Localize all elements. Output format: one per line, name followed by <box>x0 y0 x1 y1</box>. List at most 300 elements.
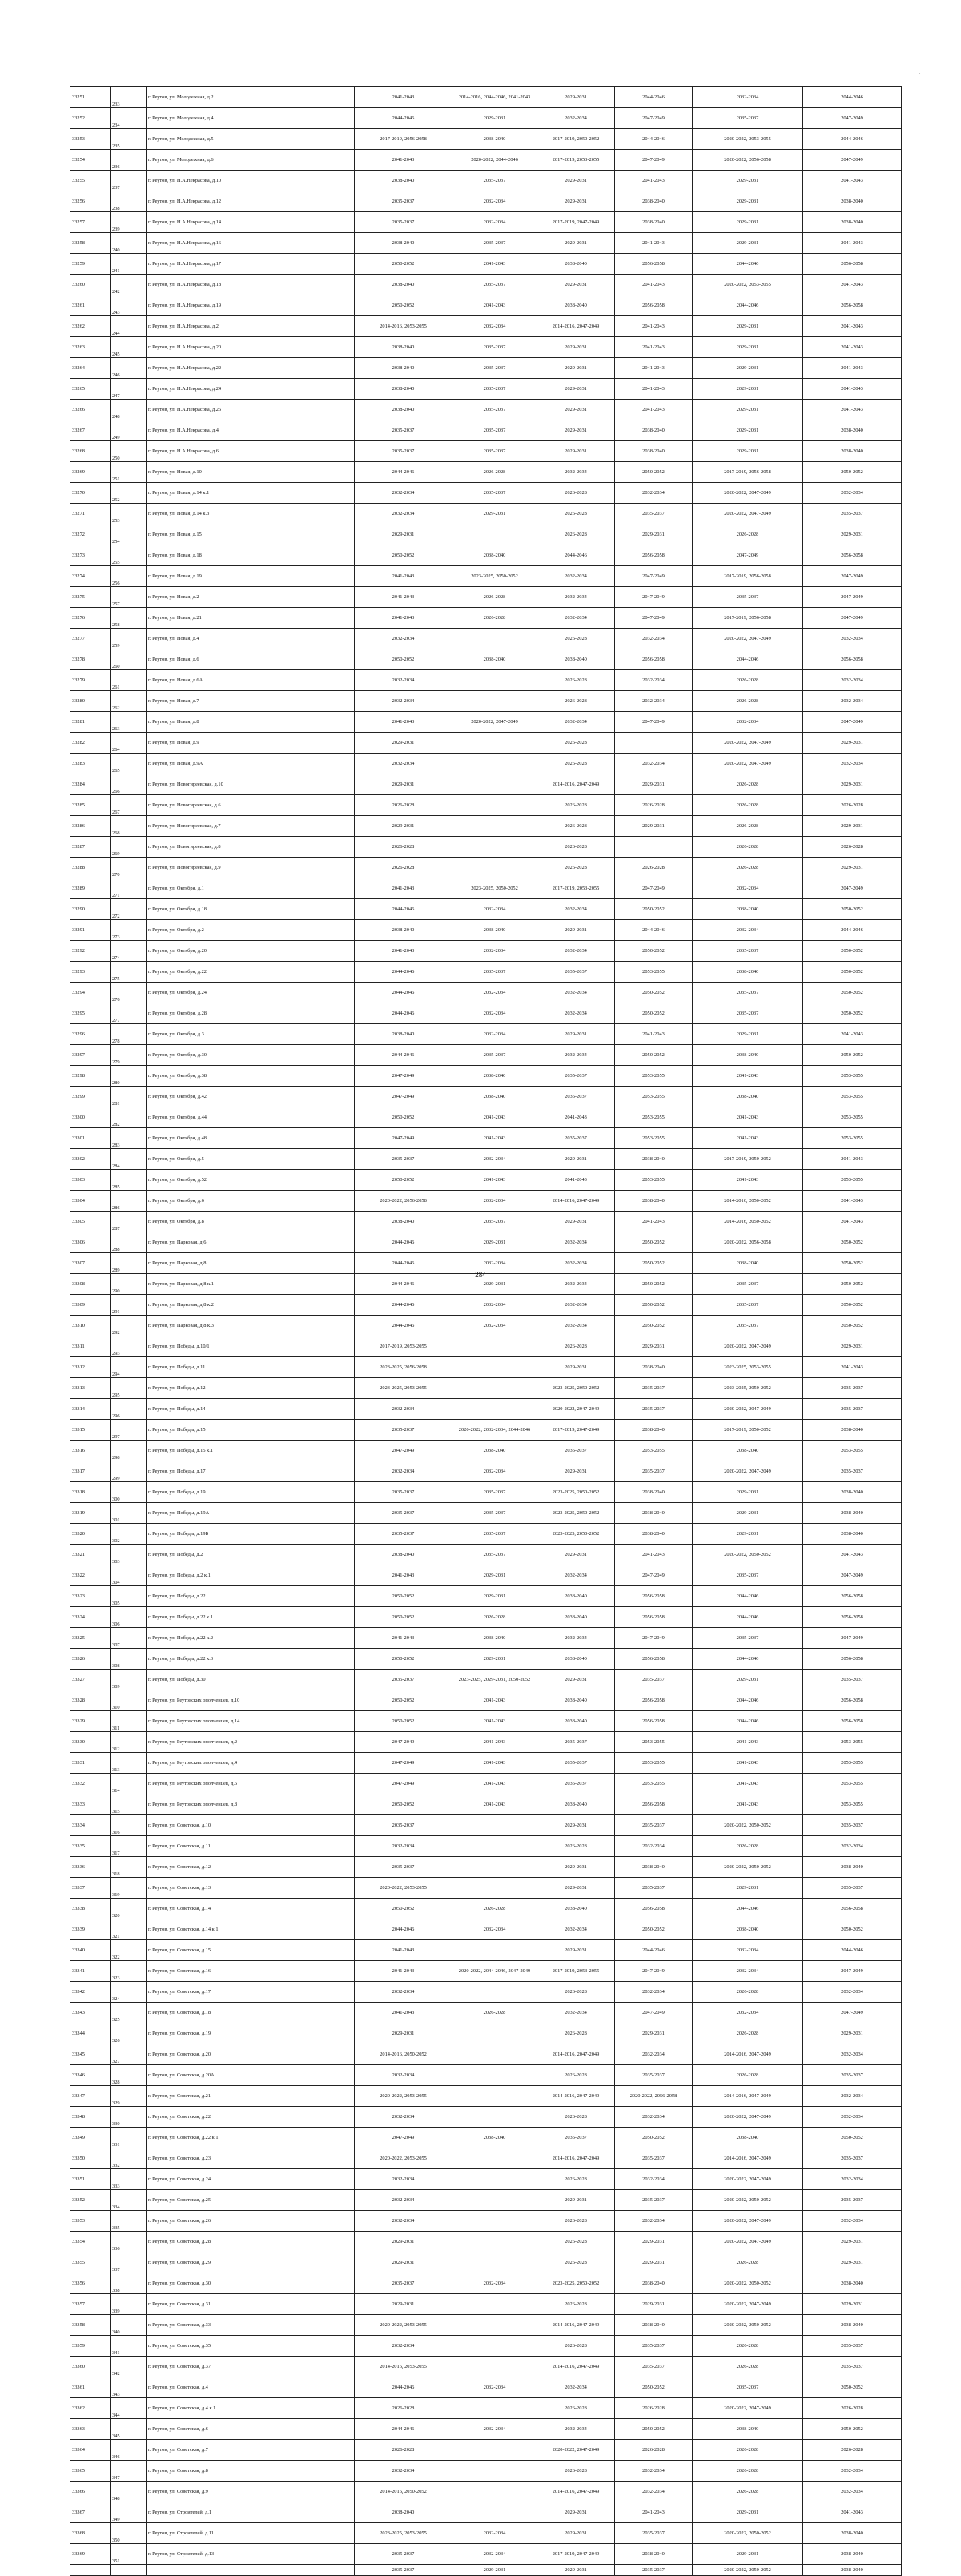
table-row <box>70 2523 902 2544</box>
table-cell: 2035-2037 <box>615 2565 693 2576</box>
table-cell: 2026-2028 <box>355 795 452 816</box>
table-cell: г. Реутов, ул. Победы, д.30 <box>147 1670 355 1690</box>
table-cell: 2041-2043 <box>355 587 452 608</box>
schedule-table <box>70 86 902 2576</box>
table-cell <box>452 858 537 878</box>
table-cell: г. Реутов, ул. Октября, д.28 <box>147 1003 355 1024</box>
table-cell: 33311 <box>70 1336 111 1357</box>
table-cell: 332 <box>111 2148 147 2169</box>
table-cell: 2035-2037 <box>452 441 537 462</box>
table-cell: 2020-2022, 2047-2049 <box>693 504 803 524</box>
table-cell: 2017-2019, 2053-2055 <box>537 878 615 899</box>
table-cell: 33346 <box>70 2065 111 2086</box>
table-cell: 2029-2031 <box>355 816 452 837</box>
table-cell: 2050-2052 <box>615 462 693 483</box>
table-cell: 2032-2034 <box>452 1003 537 1024</box>
table-cell: 2032-2034 <box>803 483 902 504</box>
table-cell: 2041-2043 <box>452 254 537 275</box>
table-cell: 2029-2031 <box>537 920 615 941</box>
table-cell <box>452 629 537 649</box>
table-row <box>70 1024 902 1045</box>
table-cell: 328 <box>111 2065 147 2086</box>
table-cell: 2038-2040 <box>803 2565 902 2576</box>
table-cell: 2056-2058 <box>803 1607 902 1628</box>
table-cell: 2041-2043 <box>355 878 452 899</box>
table-row <box>70 2190 902 2211</box>
table-cell: 246 <box>111 358 147 379</box>
table-cell: 2032-2034 <box>452 1253 537 1274</box>
table-cell: 2050-2052 <box>803 1919 902 1940</box>
table-cell: 237 <box>111 171 147 191</box>
table-cell: 2035-2037 <box>355 441 452 462</box>
table-row <box>70 2502 902 2523</box>
table-cell: 2038-2040 <box>615 1191 693 1212</box>
table-cell: 2035-2037 <box>615 1399 693 1420</box>
table-cell: 2044-2046 <box>693 295 803 316</box>
table-cell: г. Реутов, ул. Н.А.Некрасова, д.17 <box>147 254 355 275</box>
table-row <box>70 504 902 524</box>
table-cell: 2041-2043 <box>355 87 452 108</box>
table-cell: 33352 <box>70 2190 111 2211</box>
table-cell: 2053-2055 <box>615 962 693 983</box>
table-cell: 2014-2016, 2047-2049 <box>693 2044 803 2065</box>
table-cell: 2035-2037 <box>803 1878 902 1899</box>
table-cell: 2050-2052 <box>803 1003 902 1024</box>
table-cell: 2032-2034 <box>615 2107 693 2128</box>
table-cell: г. Реутов, ул. Молодежная, д.2 <box>147 87 355 108</box>
table-cell: 33312 <box>70 1357 111 1378</box>
table-cell: 2041-2043 <box>693 1107 803 1128</box>
table-cell: 2032-2034 <box>537 983 615 1003</box>
table-cell: 273 <box>111 920 147 941</box>
table-cell: 2014-2016, 2053-2055 <box>355 2357 452 2377</box>
table-cell: 2026-2028 <box>803 795 902 816</box>
table-cell: 2056-2058 <box>615 1649 693 1670</box>
table-cell: 2035-2037 <box>452 233 537 254</box>
table-cell: 2029-2031 <box>615 2023 693 2044</box>
table-cell: 2038-2040 <box>615 420 693 441</box>
table-row <box>70 816 902 837</box>
table-cell: г. Реутов, ул. Парковая, д.8 к.2 <box>147 1295 355 1316</box>
table-cell: 33300 <box>70 1107 111 1128</box>
table-cell: 2047-2049 <box>355 1128 452 1149</box>
table-cell: г. Реутов, ул. Советская, д.11 <box>147 1836 355 1857</box>
table-cell <box>452 2232 537 2252</box>
table-cell: 2035-2037 <box>803 1399 902 1420</box>
table-cell: г. Реутов, ул. Строителей, д.13 <box>147 2544 355 2565</box>
table-cell: 2038-2040 <box>693 1087 803 1107</box>
table-cell: г. Реутов, ул. Советская, д.13 <box>147 1878 355 1899</box>
table-cell: г. Реутов, ул. Новая, д.9 <box>147 733 355 754</box>
table-cell <box>452 2461 537 2482</box>
table-cell: 303 <box>111 1545 147 1565</box>
table-cell: 2029-2031 <box>693 1524 803 1545</box>
table-cell: 2032-2034 <box>355 2190 452 2211</box>
table-cell: 2044-2046 <box>615 87 693 108</box>
table-cell: 2041-2043 <box>615 400 693 420</box>
table-cell: 2026-2028 <box>693 2357 803 2377</box>
table-cell: 235 <box>111 129 147 150</box>
table-cell: 330 <box>111 2107 147 2128</box>
table-cell: 270 <box>111 858 147 878</box>
table-cell: 2032-2034 <box>355 504 452 524</box>
table-cell: 2050-2052 <box>803 1316 902 1336</box>
table-cell: 2035-2037 <box>355 2565 452 2576</box>
table-cell: 2047-2049 <box>355 1753 452 1774</box>
table-cell: 2038-2040 <box>803 2315 902 2336</box>
table-cell: 238 <box>111 191 147 212</box>
table-cell: 2020-2022, 2053-2055 <box>693 275 803 295</box>
table-cell: 2044-2046 <box>355 1003 452 1024</box>
table-cell: 2038-2040 <box>537 649 615 670</box>
table-cell: 2035-2037 <box>355 1815 452 1836</box>
table-cell: 2032-2034 <box>355 483 452 504</box>
table-cell: 2041-2043 <box>615 1212 693 1232</box>
table-cell: 2041-2043 <box>615 2502 693 2523</box>
table-cell: 2017-2019, 2047-2049 <box>537 212 615 233</box>
table-cell: 2032-2034 <box>615 2482 693 2502</box>
table-row <box>70 233 902 254</box>
table-cell: 310 <box>111 1690 147 1711</box>
table-cell: 2050-2052 <box>355 1899 452 1919</box>
table-cell: 2035-2037 <box>355 212 452 233</box>
table-row <box>70 795 902 816</box>
table-row <box>70 1107 902 1128</box>
table-cell: 2032-2034 <box>615 483 693 504</box>
table-cell: 2020-2022, 2047-2049 <box>693 1461 803 1482</box>
table-cell: г. Реутов, ул. Победы, д.22 к.2 <box>147 1628 355 1649</box>
table-row <box>70 2107 902 2128</box>
table-cell: г. Реутов, ул. Молодежная, д.4 <box>147 108 355 129</box>
table-cell: 2038-2040 <box>537 1607 615 1628</box>
table-cell: 2032-2034 <box>615 670 693 691</box>
table-cell: 2029-2031 <box>537 1857 615 1878</box>
table-cell: 2026-2028 <box>615 2440 693 2461</box>
table-row <box>70 983 902 1003</box>
table-cell: 2032-2034 <box>537 566 615 587</box>
table-cell: 2026-2028 <box>452 1899 537 1919</box>
table-cell: 2026-2028 <box>615 795 693 816</box>
table-cell: г. Реутов, ул. Советская, д.29 <box>147 2252 355 2273</box>
table-cell: 2026-2028 <box>537 504 615 524</box>
table-cell: 2029-2031 <box>615 524 693 545</box>
table-cell: 2014-2016, 2053-2055 <box>355 316 452 337</box>
table-cell: 2050-2052 <box>615 1232 693 1253</box>
table-cell: 2056-2058 <box>615 295 693 316</box>
table-row <box>70 1753 902 1774</box>
table-cell: 2038-2040 <box>452 1441 537 1461</box>
table-cell: г. Реутов, ул. Н.А.Некрасова, д.12 <box>147 191 355 212</box>
table-cell: 2029-2031 <box>803 816 902 837</box>
table-cell: 2035-2037 <box>452 171 537 191</box>
table-cell: 2029-2031 <box>537 1024 615 1045</box>
table-cell: г. Реутов, ул. Парковая, д.8 к.1 <box>147 1274 355 1295</box>
table-cell: 2056-2058 <box>803 1899 902 1919</box>
table-cell: 2050-2052 <box>355 649 452 670</box>
table-cell: 2026-2028 <box>537 754 615 774</box>
table-cell: 2029-2031 <box>537 2502 615 2523</box>
table-cell: 2044-2046 <box>355 462 452 483</box>
table-cell: 309 <box>111 1670 147 1690</box>
table-cell: 2050-2052 <box>355 1586 452 1607</box>
table-cell: 2020-2022, 2047-2049 <box>693 1336 803 1357</box>
table-cell: 2044-2046 <box>803 87 902 108</box>
table-cell: 304 <box>111 1565 147 1586</box>
table-cell: 2035-2037 <box>537 1128 615 1149</box>
table-cell <box>452 837 537 858</box>
table-cell: 2038-2040 <box>452 1087 537 1107</box>
table-cell: 33344 <box>70 2023 111 2044</box>
table-cell: 2026-2028 <box>693 1982 803 2003</box>
table-cell: 2038-2040 <box>452 2128 537 2148</box>
table-cell: г. Реутов, ул. Н.А.Некрасова, д.10 <box>147 171 355 191</box>
table-row <box>70 2398 902 2419</box>
table-cell: 2041-2043 <box>615 233 693 254</box>
table-cell: 2053-2055 <box>803 1441 902 1461</box>
table-cell: 2029-2031 <box>452 1649 537 1670</box>
table-cell <box>452 2086 537 2107</box>
table-cell: 2032-2034 <box>693 712 803 733</box>
table-cell: 2032-2034 <box>537 2419 615 2440</box>
table-cell: 306 <box>111 1607 147 1628</box>
table-cell: 33251 <box>70 87 111 108</box>
table-cell: 2032-2034 <box>615 2169 693 2190</box>
table-cell: 2032-2034 <box>452 983 537 1003</box>
table-cell: г. Реутов, ул. Советская, д.20А <box>147 2065 355 2086</box>
table-cell: 33254 <box>70 150 111 171</box>
table-cell: 2038-2040 <box>693 2128 803 2148</box>
table-cell: 33332 <box>70 1774 111 1794</box>
table-cell: 33253 <box>70 129 111 150</box>
table-cell: г. Реутов, ул. Парковая, д.8 <box>147 1253 355 1274</box>
table-cell: 2056-2058 <box>803 1649 902 1670</box>
table-cell: 2026-2028 <box>355 837 452 858</box>
table-cell: 2026-2028 <box>803 2398 902 2419</box>
table-cell: 2044-2046 <box>615 920 693 941</box>
table-cell: 2029-2031 <box>537 1815 615 1836</box>
table-cell: 2032-2034 <box>615 1836 693 1857</box>
table-cell: 2023-2025, 2050-2052 <box>452 566 537 587</box>
table-cell: 2047-2049 <box>355 2128 452 2148</box>
table-cell: 2014-2016, 2047-2049 <box>537 774 615 795</box>
table-cell <box>452 2044 537 2065</box>
table-cell: 315 <box>111 1794 147 1815</box>
table-row <box>70 1545 902 1565</box>
table-cell: 2047-2049 <box>615 1565 693 1586</box>
table-cell: 2029-2031 <box>615 2252 693 2273</box>
table-cell: 2014-2016, 2047-2049 <box>537 2086 615 2107</box>
table-cell <box>452 1940 537 1961</box>
table-cell: 2053-2055 <box>803 1087 902 1107</box>
table-cell: г. Реутов, ул. Советская, д.30 <box>147 2273 355 2294</box>
table-cell: 2041-2043 <box>452 1711 537 1732</box>
table-cell: 2026-2028 <box>537 691 615 712</box>
table-cell: 2038-2040 <box>693 2419 803 2440</box>
table-cell: 2026-2028 <box>537 2169 615 2190</box>
table-cell: 2017-2019, 2053-2055 <box>355 1336 452 1357</box>
table-cell: г. Реутов, ул. Н.А.Некрасова, д.20 <box>147 337 355 358</box>
table-cell: 2023-2025, 2050-2052 <box>537 1524 615 1545</box>
table-cell: 2038-2040 <box>452 920 537 941</box>
table-cell: 33317 <box>70 1461 111 1482</box>
table-cell: 2026-2028 <box>355 2440 452 2461</box>
table-cell: 241 <box>111 254 147 275</box>
table-cell: г. Реутов, ул. Октября, д.30 <box>147 1045 355 1066</box>
table-cell: 2029-2031 <box>693 316 803 337</box>
table-cell <box>452 1815 537 1836</box>
table-cell: 33318 <box>70 1482 111 1503</box>
table-cell: 2050-2052 <box>355 1607 452 1628</box>
table-cell: 287 <box>111 1212 147 1232</box>
table-cell: 2032-2034 <box>452 1461 537 1482</box>
table-cell <box>452 2294 537 2315</box>
table-cell <box>452 774 537 795</box>
table-cell: 2026-2028 <box>537 629 615 649</box>
table-cell: 2023-2025, 2029-2031, 2050-2052 <box>452 1670 537 1690</box>
table-cell: 2044-2046 <box>693 1649 803 1670</box>
table-cell: 2035-2037 <box>355 1670 452 1690</box>
table-row <box>70 1295 902 1316</box>
table-cell: 2056-2058 <box>615 1794 693 1815</box>
table-cell: г. Реутов, ул. Новогиреевская, д.10 <box>147 774 355 795</box>
table-cell: 2035-2037 <box>615 1378 693 1399</box>
table-cell: 2041-2043 <box>355 1628 452 1649</box>
scan-mark-top: · <box>919 70 921 78</box>
table-cell: 2032-2034 <box>803 2044 902 2065</box>
table-cell: 2053-2055 <box>803 1753 902 1774</box>
table-cell <box>452 2336 537 2357</box>
table-cell: 2038-2040 <box>452 649 537 670</box>
table-row <box>70 2544 902 2565</box>
table-cell: 2029-2031 <box>803 1336 902 1357</box>
table-row <box>70 462 902 483</box>
table-cell: 33291 <box>70 920 111 941</box>
table-cell: 2032-2034 <box>615 691 693 712</box>
table-cell: 254 <box>111 524 147 545</box>
table-cell: 2026-2028 <box>355 858 452 878</box>
table-cell: 2014-2016, 2047-2049 <box>537 316 615 337</box>
table-cell: 2032-2034 <box>537 462 615 483</box>
table-cell: 33366 <box>70 2482 111 2502</box>
table-cell: г. Реутов, ул. Советская, д.14 к.1 <box>147 1919 355 1940</box>
table-cell: 33337 <box>70 1878 111 1899</box>
table-cell: 33333 <box>70 1794 111 1815</box>
table-cell: 2032-2034 <box>803 629 902 649</box>
table-cell: 2044-2046 <box>355 1253 452 1274</box>
table-cell: 2023-2025, 2050-2052 <box>693 1378 803 1399</box>
table-cell: 2050-2052 <box>615 941 693 962</box>
table-row <box>70 191 902 212</box>
table-cell: 2050-2052 <box>355 1170 452 1191</box>
table-cell: 267 <box>111 795 147 816</box>
table-cell: 2032-2034 <box>355 629 452 649</box>
table-cell: 2014-2016, 2044-2046, 2041-2043 <box>452 87 537 108</box>
table-cell: 2035-2037 <box>355 1482 452 1503</box>
table-cell: 2029-2031 <box>693 191 803 212</box>
table-cell: 2035-2037 <box>537 1732 615 1753</box>
table-cell: 2050-2052 <box>615 2377 693 2398</box>
table-cell: г. Реутов, ул. Парковая, д.6 <box>147 1232 355 1253</box>
table-cell: 33334 <box>70 1815 111 1836</box>
table-cell: г. Реутов, ул. Советская, д.22 <box>147 2107 355 2128</box>
table-cell: 2044-2046 <box>803 1940 902 1961</box>
table-cell: 2029-2031 <box>537 1357 615 1378</box>
table-cell <box>452 1357 537 1378</box>
table-cell: 251 <box>111 462 147 483</box>
table-cell: г. Реутов, ул. Советская, д.8 <box>147 2461 355 2482</box>
table-cell: 2035-2037 <box>452 379 537 400</box>
table-cell: 2026-2028 <box>452 1607 537 1628</box>
table-cell: 2029-2031 <box>537 441 615 462</box>
table-cell: 2014-2016, 2047-2049 <box>537 2148 615 2169</box>
table-cell: г. Реутов, ул. Октября, д.6 <box>147 1191 355 1212</box>
table-cell: 33287 <box>70 837 111 858</box>
table-cell: 33269 <box>70 462 111 483</box>
table-row <box>70 1961 902 1982</box>
table-cell: 33355 <box>70 2252 111 2273</box>
table-cell: 33271 <box>70 504 111 524</box>
table-cell: 2026-2028 <box>537 733 615 754</box>
table-cell: 318 <box>111 1857 147 1878</box>
table-cell: 2035-2037 <box>615 1461 693 1482</box>
table-cell: 2014-2016, 2047-2049 <box>693 2086 803 2107</box>
table-cell: 2047-2049 <box>803 2003 902 2023</box>
table-cell: 2032-2034 <box>452 899 537 920</box>
table-cell: 281 <box>111 1087 147 1107</box>
table-cell: 2029-2031 <box>693 441 803 462</box>
table-cell: 2029-2031 <box>355 2252 452 2273</box>
table-cell: 2038-2040 <box>537 1711 615 1732</box>
table-cell: 2026-2028 <box>452 608 537 629</box>
table-cell: 2020-2022, 2050-2052 <box>693 2190 803 2211</box>
table-cell: 2041-2043 <box>537 1170 615 1191</box>
table-cell: г. Реутов, ул. Строителей, д.11 <box>147 2523 355 2544</box>
table-cell: 2020-2022, 2056-2058 <box>355 1191 452 1212</box>
table-cell: 33314 <box>70 1399 111 1420</box>
table-cell: 2044-2046 <box>803 129 902 150</box>
table-cell: 2038-2040 <box>803 1857 902 1878</box>
table-cell: 2029-2031 <box>693 2544 803 2565</box>
table-cell: 33316 <box>70 1441 111 1461</box>
table-cell: 33267 <box>70 420 111 441</box>
table-cell: 2038-2040 <box>537 1794 615 1815</box>
table-cell: 2041-2043 <box>355 712 452 733</box>
table-cell: 2038-2040 <box>615 1149 693 1170</box>
table-cell: 2032-2034 <box>355 2107 452 2128</box>
table-cell: 298 <box>111 1441 147 1461</box>
table-cell: 2038-2040 <box>452 129 537 150</box>
table-row <box>70 1503 902 1524</box>
table-cell: 33278 <box>70 649 111 670</box>
table-cell: 2050-2052 <box>615 1316 693 1336</box>
table-cell: 2038-2040 <box>693 1045 803 1066</box>
table-cell: 2044-2046 <box>693 1711 803 1732</box>
table-cell: 2056-2058 <box>803 254 902 275</box>
table-cell: 33325 <box>70 1628 111 1649</box>
table-row <box>70 524 902 545</box>
table-cell: 2047-2049 <box>615 608 693 629</box>
table-cell: 337 <box>111 2252 147 2273</box>
table-cell: 2020-2022, 2053-2055 <box>355 2315 452 2336</box>
table-cell: 2035-2037 <box>615 2190 693 2211</box>
table-cell: 2026-2028 <box>693 858 803 878</box>
table-cell: 2023-2025, 2050-2052 <box>537 1378 615 1399</box>
table-row <box>70 1066 902 1087</box>
table-cell: 255 <box>111 545 147 566</box>
table-cell: 2032-2034 <box>803 2211 902 2232</box>
table-cell: 2035-2037 <box>355 1524 452 1545</box>
table-row <box>70 1149 902 1170</box>
